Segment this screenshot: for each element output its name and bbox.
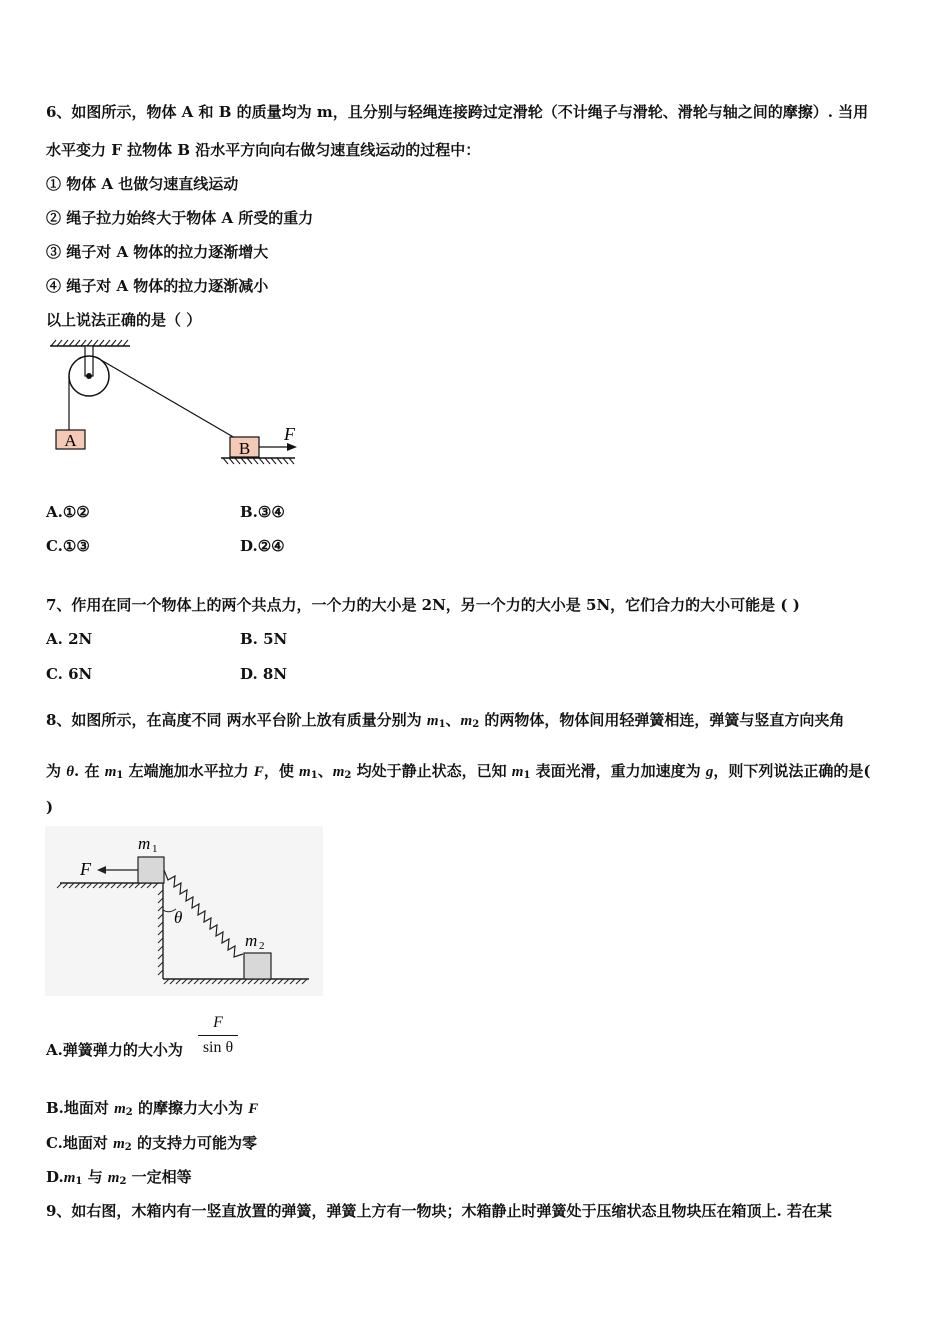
- q6-option-c[interactable]: C.①③: [46, 537, 90, 555]
- q6-option-a[interactable]: A.①②: [46, 503, 90, 521]
- m2-subscript: 2: [259, 940, 265, 952]
- force-f-label: F: [80, 859, 91, 879]
- q8-option-c[interactable]: C.地面对 $m_2$ 的支持力可能为零: [46, 1134, 257, 1153]
- m2-label: m: [245, 931, 258, 950]
- q6-prompt: 以上说法正确的是（ ）: [46, 311, 202, 329]
- q8-option-b[interactable]: B.地面对 $m_2$ 的摩擦力大小为 F: [46, 1099, 259, 1118]
- q7-option-b[interactable]: B. 5N: [240, 630, 288, 648]
- block-b-label: B: [238, 439, 251, 458]
- m1-subscript: 1: [152, 843, 158, 855]
- mass-m1-block: [138, 857, 164, 883]
- q6-statement-1: ① 物体 A 也做匀速直线运动: [46, 175, 239, 193]
- q8-option-a-fraction: [198, 1013, 238, 1058]
- fraction-numerator: F: [198, 1013, 238, 1036]
- q8-spring-figure: [45, 826, 323, 996]
- q6-statement-3: ③ 绳子对 A 物体的拉力逐渐增大: [46, 243, 269, 261]
- q7-option-d[interactable]: D. 8N: [240, 665, 288, 683]
- q6-option-b[interactable]: B.③④: [240, 503, 285, 521]
- q8-option-a[interactable]: A.弹簧弹力的大小为: [46, 1041, 183, 1059]
- q6-stem-line2: 水平变力 F 拉物体 B 沿水平方向向右做匀速直线运动的过程中：: [46, 141, 481, 159]
- block-a-label: A: [64, 431, 77, 450]
- mass-m2-block: [244, 953, 271, 979]
- q7-option-c[interactable]: C. 6N: [46, 665, 93, 683]
- q7-option-a[interactable]: A. 2N: [46, 630, 93, 648]
- q6-stem-line1: 6、如图所示，物体 A 和 B 的质量均为 m，且分别与轻绳连接跨过定滑轮（不计绳子与滑轮、滑轮与轴之间的摩擦）. 当用: [46, 103, 869, 121]
- q8-stem-line2: 为 θ. 在 $m_1$ 左端施加水平拉力 F，使 $m_1$、$m_2$ 均处于静止状态，已知 $m_1$ 表面光滑，重力加速度为 g，则下列说法正确的是(: [46, 762, 871, 781]
- m1-label: m: [138, 834, 151, 853]
- q6-statement-4: ④ 绳子对 A 物体的拉力逐渐减小: [46, 277, 269, 295]
- force-f-label: F: [284, 424, 295, 444]
- fraction-denominator: sin θ: [202, 1039, 234, 1056]
- theta-label: θ: [174, 908, 183, 927]
- q8-stem-line1: 8、如图所示，在高度不同 两水平台阶上放有质量分别为 $m_1$、$m_2$ 的两物体，物体间用轻弹簧相连，弹簧与竖直方向夹角: [46, 711, 845, 730]
- q8-stem-line3: ): [46, 798, 54, 816]
- q7-stem: 7、作用在同一个物体上的两个共点力，一个力的大小是 2N，另一个力的大小是 5N，它们合力的大小可能是 ( ): [46, 596, 800, 614]
- q8-option-d[interactable]: $D.m_1$ 与 $m_2$ 一定相等: [46, 1168, 192, 1187]
- q6-statement-2: ② 绳子拉力始终大于物体 A 所受的重力: [46, 209, 314, 227]
- q6-pulley-figure: [45, 338, 305, 466]
- q9-stem-line1: 9、如右图，木箱内有一竖直放置的弹簧，弹簧上方有一物块；木箱静止时弹簧处于压缩状态且物块压在箱顶上. 若在某: [46, 1202, 832, 1220]
- q6-option-d[interactable]: D.②④: [240, 537, 285, 555]
